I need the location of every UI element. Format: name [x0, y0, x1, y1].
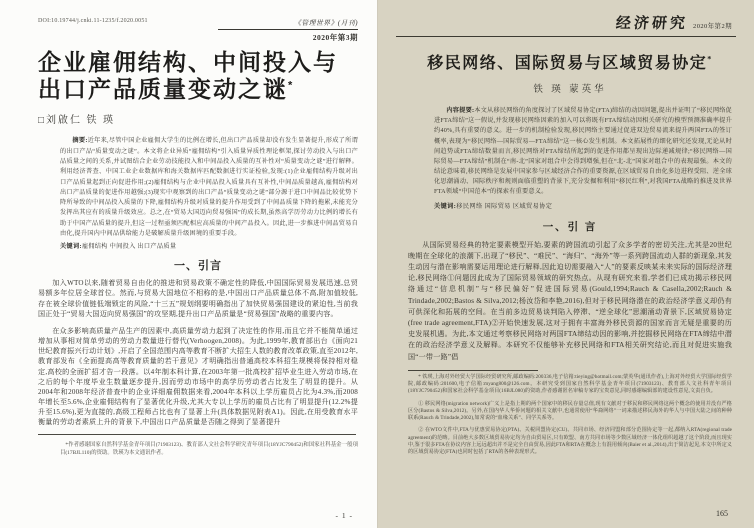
left-footnote: *作者感谢国家自然科学基金青年项目(71903123)、教育部人文社会科学研究青年项目(18YJC790452)和国家社科基金一般项目(17BJL110)的资助。铁瑛为本文通讯作者。	[60, 441, 358, 456]
right-footnote-1: ① 移民网络(migration network)广义上是指上期的两个国家中的移民存量总值,现有文献对于移民和移民网络这两个概念的使用并没有严格区分(Bastos & Silva,2012)。另外,在国内华人华侨问题的相关文献中,也通常使用“华裔网络”一词来描述移民海外的华人与中国大陆之间的种种联系(Rauch & Trindade,2002),如常说的“血缘关系”、同学关系等。	[408, 400, 732, 422]
right-abstract-label: 内容提要:	[446, 107, 475, 114]
left-page-number: - 1 -	[335, 511, 353, 520]
doi-text: DOI:10.19744/j.cnki.11-1235/f.2020.0051	[38, 18, 148, 24]
left-page-header	[38, 12, 358, 43]
right-page	[377, 0, 754, 528]
right-keywords-text: 移民网络 国际贸易 区域贸易协定	[456, 202, 553, 210]
right-journal-masthead: 经济研究	[615, 16, 689, 32]
right-page-number: 165	[716, 509, 728, 518]
right-keywords	[434, 201, 732, 210]
left-keywords-text: 雇佣结构 中间投入 出口产品质量	[81, 243, 177, 251]
right-page-header	[408, 12, 732, 33]
right-issue-label: 2020年第2期	[693, 23, 732, 30]
right-keywords-label: 关键词:	[434, 202, 457, 210]
left-title-line2-text: 出口产品质量变动之谜	[38, 75, 288, 102]
right-title-text: 移民网络、国际贸易与区域贸易协定	[427, 55, 708, 72]
right-section-heading: 一、引 言	[542, 221, 598, 233]
left-keywords-label: 关键词:	[60, 243, 82, 251]
right-header-rule	[396, 36, 736, 37]
left-footnote-rule	[38, 434, 356, 435]
left-abstract	[60, 136, 358, 239]
right-paragraph-1: 从国际贸易经典的特定要素模型开始,要素的跨国流动引起了众多学者的密切关注,尤其是20世纪晚期在全球化的浪潮下,出现了“移民”、“难民”、“海归”、“海外”等一系列跨国流动人群的新现象,其发生动因与潜在影响需要运用理论进行解释,因此迫切需要融入“人”的要素反映某未来实际的国际经济理论,移民网络①问题因此成为了国际贸易领域的研究热点。从现有研究来看,学者们已成功揭示移民网络通过“信息机制”与“移民偏好”促进国际贸易(Gould,1994;Rauch & Casella,2002;Rauch & Trindade,2002;Bastos & Silva,2012;杨汝岱和李艳,2016),但对于移民网络潜在的政治经济学意义却仍有可供深化和拓展的空间。在当前多边贸易谈判陷入停滞、“逆全球化”思潮涌动背景下,区域贸易协定(free trade agreement,FTA)②开始快速发展,这对于拥有丰富海外移民资源的国家而言无疑是重要的历史发展机遇。为此,本文通过考察移民网络对两国FTA缔结动因的影响,并挖掘移民网络在FTA缔结中潜在的政治经济学意义及解释。本研究不仅能够补充移民网络和FTA相关研究结论,而且对促进实施我国“一带一路”倡	[408, 240, 732, 361]
right-authors: 铁 瑛 蒙英华	[533, 85, 607, 95]
left-section-heading: 一、引言	[174, 260, 222, 273]
left-authors: □刘啟仁 铁 瑛	[38, 115, 116, 127]
right-footnote-rule	[408, 370, 538, 371]
left-title-line1: 企业雇佣结构、中间投入与	[38, 49, 338, 75]
left-paper-title	[38, 49, 358, 102]
left-keywords	[60, 241, 358, 250]
right-footnote-2: ② 在WTO文件中,FTA与优惠贸易协定(PTA)、关税同盟协定(CU)、共同市场、经济同盟和部分范围协定等一起,都纳入RTA(regional trade agreement)的范畴。目前绝大多数区域贸易协定均为自由贸易区,只有欧盟、南方共同市场等少数区域经济一体化组织超越了这个阶段,而且现实中,鉴于很多FTA在协议内容上远远超出并不是完全自由贸易,因此FTA和RTA在概念上有混用倾向(Baier et al.,2014),出于简洁起见,本文中所定义的区域贸易协定(FTA)也同时包括了RTA的各种表现形式。	[408, 427, 732, 456]
left-paragraph-1: 加入WTO以来,随着贸易自由化的推进和贸易政策不确定性的降低,中国国际贸易发展迅速,总贸易额多年位居全球首位。然而,与贸易大国地位不相称的是,中国出口产品质量总体不高,附加值较低,存在被全球价值链低端锁定的风险,“十三五”规划纲要明确指出了加快贸易强国建设的紧迫性,当前我国正处于“贸易大国迈向贸易强国”的攻坚期,提升出口产品质量是“贸易强国”战略的重要内容。	[38, 279, 358, 318]
right-title-note-asterisk: *	[707, 54, 713, 64]
left-issue-label: 2020年第3期	[312, 33, 358, 42]
right-abstract	[434, 106, 732, 198]
left-abstract-label: 摘要:	[72, 137, 88, 145]
right-abstract-text: 本文从移民网络的角度探讨了区域贸易协定(FTA)缔结的动因问题,提出并证明了“移民网络促进FTA缔结”这一假说,并发现移民网络因素的加入可以将既有FTA缔结动因相关研究的模型预测准确率提升约40%,具有重要的意义。进一步的机制检验发现,移民网络主要通过促进双边贸易流来提升两国FTA的签订概率,表现为“移民网络—国际贸易—FTA缔结”这一核心发生机制。本文拓展性的细化研究还发现,无论从时间趋势或FTA缔结数量而言,移民网络对FTA缔结所起到的促进作用都呈现出边际递减规律;“移民网络—国际贸易—FTA缔结”机制在“南-北”国家对组合中会得到增强,但在“北-北”国家对组合中的表现最强。本文的结论意味着,移民网络是发展中国家参与区域经济合作的重要资源,在区域贸易自由化多边进程受阻、逆全球化思潮涌动、国际秩序和规则面临重塑的背景下,充分发掘和利用“移民红利”,对我国FTA战略的推进及世界FTA领域“中国范本”的探索有重要意义。	[434, 107, 733, 196]
right-footnote-star: * 铁瑛,上海对外经贸大学国际经贸研究所,邮政编码:200336,电子信箱:tieying@hotmail.com;蒙英华(通讯作者),上海对外经贸大学国际经贸学院,邮政编码:201600,电子信箱:myang800@126.com。本研究受到国家自然科学基金青年项目(71903123)、教育部人文社科青年项目(18YJC790452)和国家社会科学基金项目(16BJL080)的资助,作者感谢匿名审稿专家的宝贵意见,同时感谢编辑部的建设性意见,文责自负。	[408, 373, 732, 395]
left-paragraph-2: 在众多影响高质量产品生产的因素中,高质量劳动力起到了决定性的作用,而且它并不能简单通过增加从事相对简单劳动的劳动力数量进行替代(Verhoogen,2008)。为此,1999年,教育部出台《面向21世纪教育振兴行动计划》,开启了全国范围内高等教育不断扩大招生人数的教育改革政策,直至2012年,教育部发布《全面提高高等教育质量的若干意见》才明确指出普通高校本科招生规模将保持相对稳定,高校的全面扩招才告一段落。以4年制本科计算,在2003年第一批高校扩招毕业生进入劳动市场,在之后的每个年度毕业生数量逐步提升,因而劳动市场中的高学历劳动者占比发生了明显的提升。从2004年和2008年经济普查中的企业详细雇佣数据来看,2004年本科以上学历雇员占比为4.3%,而2008年增长至5.6%,企业雇佣结构有了显著优化升级,尤其大专以上学历的雇员占比有了明显提升(12.2%提升至15.6%),更为直接的,高级工程师占比也有了显著上升(具体数据见附表A1)。因此,在用受教育水平衡量的劳动者素质上升的背景下,中国出口产品质量是否随之得到了显著提升	[38, 326, 358, 427]
left-abstract-text: 近年来,尽管中国企业雇佣大学生的比例在增长,但出口产品质量却没有发生显著提升,形成了所谓的出口产品“质量变动之谜”。本文将企业异质“雇佣结构”引入质量异质性理论框架,探讨劳动投入与出口产品质量之间的关系,并试图结合企业劳动技能投入和中间品投入质量的互补性对“质量变动之谜”进行解释。利用经济普查、中国工业企业数据库和海关数据库匹配数据进行实证检验,发现:(1)企业雇佣结构升级对出口产品质量起到正向促进作用;(2)雇佣结构与企业中间品投入质量具有互补性,中间品质量越高,雇佣结构对出口产品质量的促进作用越强;(3)现实中观察到的出口产品“质量变动之谜”部分源于进口中间品比较优势下降所导致的中间品投入质量的下降,雇佣结构升级对质量的提升作用受到了中间品质量下降的拖累,未能充分发挥出其应有的质量升级效应。总之,在“贸易大国迈向贸易强国”的成长期,虽然高学历劳动力比例的增长有助于中国产品质量的提升,但这一过程亟须匹配相应高质量的中间产品投入。因此,进一步推进中间品贸易自由化,提升国内中间品供给能力是破解质量升级困境的重要手段。	[60, 137, 358, 238]
left-journal-name: 《管理世界》(月刊)	[218, 17, 358, 30]
title-note-asterisk: *	[288, 79, 295, 92]
left-journal-block	[208, 12, 358, 43]
right-paper-title	[408, 50, 732, 73]
left-title-line2	[38, 76, 358, 103]
